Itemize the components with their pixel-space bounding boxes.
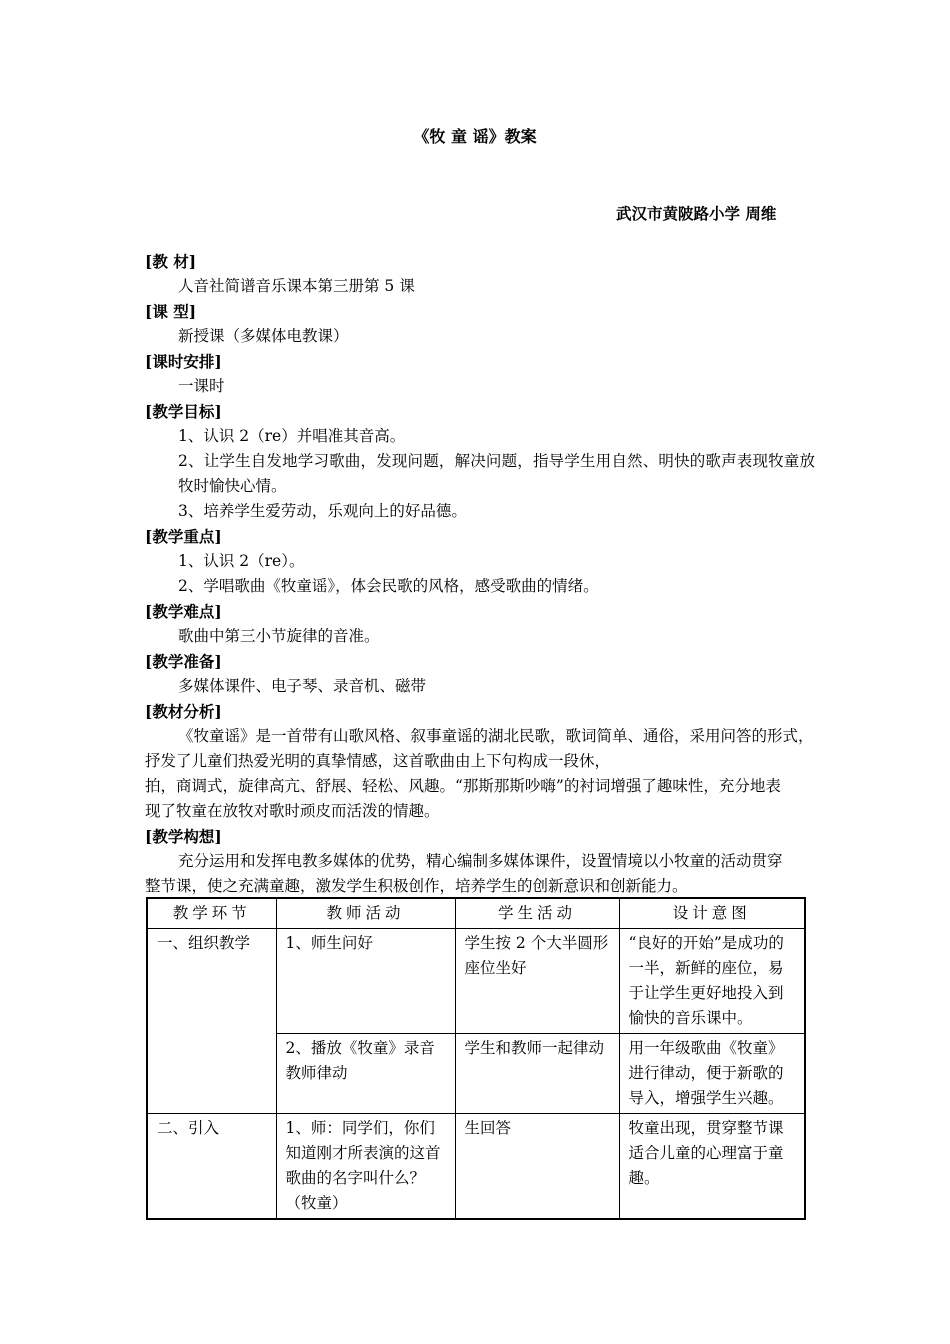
section-heading-preparation: [教学准备] (145, 652, 222, 671)
table-header-row (147, 898, 805, 929)
analysis-line: 《牧童谣》是一首带有山歌风格、叙事童谣的湖北民歌，歌词简单、通俗，采用问答的形式， (178, 727, 814, 745)
concept-line: 整节课，使之充满童趣，激发学生积极创作，培养学生的创新意识和创新能力。 (145, 877, 688, 895)
section-heading-key-points: [教学重点] (145, 527, 222, 546)
column-header: 教师活动 (276, 898, 455, 929)
goal-item: 2、让学生自发地学习歌曲，发现问题，解决问题，指导学生用自然、明快的歌声表现牧童放牧时愉快心情。 (178, 452, 815, 495)
student-activity-cell: 学生按 2 个大半圆形座位坐好 (455, 929, 619, 1034)
difficulty-text: 歌曲中第三小节旋律的音准。 (178, 627, 380, 645)
teacher-activity-cell: 1、师：同学们，你们知道刚才所表演的这首歌曲的名字叫什么？（牧童） (276, 1114, 455, 1220)
lesson-plan-table (146, 897, 806, 1220)
lesson-body (145, 249, 815, 899)
concept-line: 充分运用和发挥电教多媒体的优势，精心编制多媒体课件，设置情境以小牧童的活动贯穿 (178, 852, 783, 870)
section-heading-analysis: [教材分析] (145, 702, 222, 721)
stage-cell: 二、引入 (147, 1114, 276, 1220)
column-header: 学生活动 (455, 898, 619, 929)
column-header: 设计意图 (619, 898, 805, 929)
type-text: 新授课（多媒体电教课） (178, 327, 349, 345)
analysis-line: 现了牧童在放牧对歌时顽皮而活泼的情趣。 (145, 802, 440, 820)
goal-item: 1、认识 2（re）并唱准其音高。 (178, 427, 406, 445)
section-heading-difficulty: [教学难点] (145, 602, 222, 621)
table-row (147, 1114, 805, 1220)
schedule-text: 一课时 (178, 377, 225, 395)
document-title: 《牧 童 谣》教案 (413, 127, 537, 146)
student-activity-cell: 生回答 (455, 1114, 619, 1220)
material-text: 人音社简谱音乐课本第三册第 5 课 (178, 277, 415, 295)
teacher-activity-cell: 1、师生问好 (276, 929, 455, 1034)
goal-item: 3、培养学生爱劳动，乐观向上的好品德。 (178, 502, 467, 520)
analysis-line: 抒发了儿童们热爱光明的真挚情感，这首歌曲由上下句构成一段休， (145, 752, 611, 770)
key-point-item: 2、学唱歌曲《牧童谣》，体会民歌的风格，感受歌曲的情绪。 (178, 577, 599, 595)
teacher-activity-cell: 2、播放《牧童》录音教师律动 (276, 1034, 455, 1114)
section-heading-concept: [教学构想] (145, 827, 222, 846)
section-heading-material: [教 材] (145, 252, 197, 271)
design-intent-cell: 用一年级歌曲《牧童》进行律动，便于新歌的导入，增强学生兴趣。 (619, 1034, 805, 1114)
student-activity-cell: 学生和教师一起律动 (455, 1034, 619, 1114)
key-point-item: 1、认识 2（re）。 (178, 552, 305, 570)
column-header: 教学环节 (147, 898, 276, 929)
analysis-line: 拍，商调式，旋律高亢、舒展、轻松、风趣。“那斯那斯吵嗨”的衬词增强了趣味性，充分地表 (145, 777, 781, 795)
stage-cell: 一、组织教学 (147, 929, 276, 1114)
author-line: 武汉市黄陂路小学 周维 (616, 204, 777, 223)
design-intent-cell: “良好的开始”是成功的一半，新鲜的座位，易于让学生更好地投入到愉快的音乐课中。 (619, 929, 805, 1034)
section-heading-goals: [教学目标] (145, 402, 222, 421)
design-intent-cell: 牧童出现，贯穿整节课适合儿童的心理富于童趣。 (619, 1114, 805, 1220)
section-heading-type: [课 型] (145, 302, 197, 321)
section-heading-schedule: [课时安排] (145, 352, 222, 371)
preparation-text: 多媒体课件、电子琴、录音机、磁带 (178, 677, 427, 695)
table-row (147, 929, 805, 1034)
